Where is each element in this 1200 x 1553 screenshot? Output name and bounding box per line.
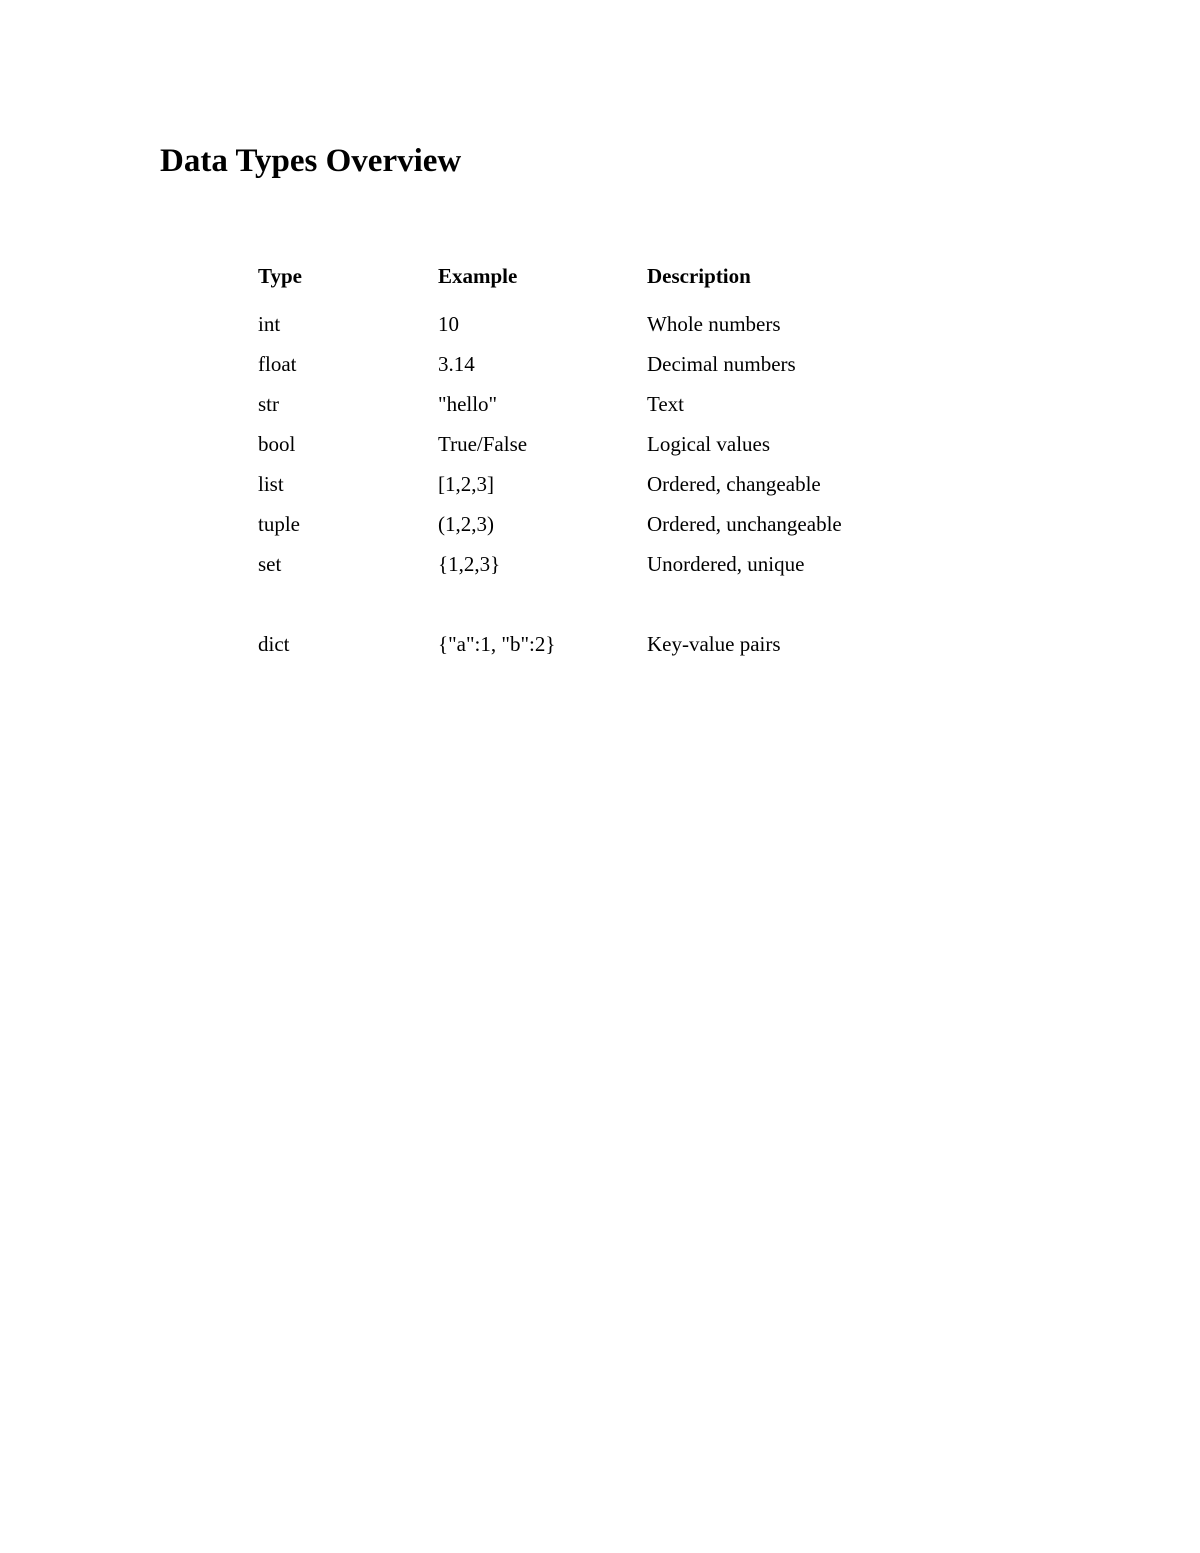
cell-description: Whole numbers — [647, 311, 781, 336]
cell-type: dict — [258, 631, 290, 656]
table-row — [258, 304, 978, 344]
table-header-row — [258, 256, 978, 304]
cell-description: Text — [647, 391, 685, 416]
table-row — [258, 544, 978, 584]
cell-example: (1,2,3) — [438, 511, 494, 536]
cell-example: [1,2,3] — [438, 471, 494, 496]
header-example: Example — [438, 263, 518, 288]
table-row — [258, 384, 978, 424]
table-row — [258, 584, 978, 684]
header-type: Type — [258, 263, 302, 288]
cell-description: Decimal numbers — [647, 351, 796, 376]
cell-description: Logical values — [647, 431, 771, 456]
table-row — [258, 344, 978, 384]
header-description: Description — [647, 263, 751, 288]
cell-type: tuple — [258, 511, 300, 536]
cell-type: bool — [258, 431, 296, 456]
cell-example: "hello" — [438, 391, 498, 416]
cell-description: Ordered, unchangeable — [647, 511, 842, 536]
page-title: Data Types Overview — [160, 143, 462, 179]
cell-description: Key-value pairs — [647, 631, 781, 656]
cell-example: 3.14 — [438, 351, 475, 376]
cell-description: Unordered, unique — [647, 551, 805, 576]
cell-description: Ordered, changeable — [647, 471, 821, 496]
cell-example: True/False — [438, 431, 528, 456]
cell-type: str — [258, 391, 279, 416]
cell-example: {"a":1, "b":2} — [438, 631, 556, 656]
table-row — [258, 464, 978, 504]
cell-type: list — [258, 471, 284, 496]
cell-example: {1,2,3} — [438, 551, 501, 576]
cell-type: int — [258, 311, 281, 336]
table-row — [258, 424, 978, 464]
table-row — [258, 504, 978, 544]
cell-type: set — [258, 551, 282, 576]
cell-example: 10 — [438, 311, 459, 336]
data-types-table — [258, 256, 978, 684]
cell-type: float — [258, 351, 297, 376]
